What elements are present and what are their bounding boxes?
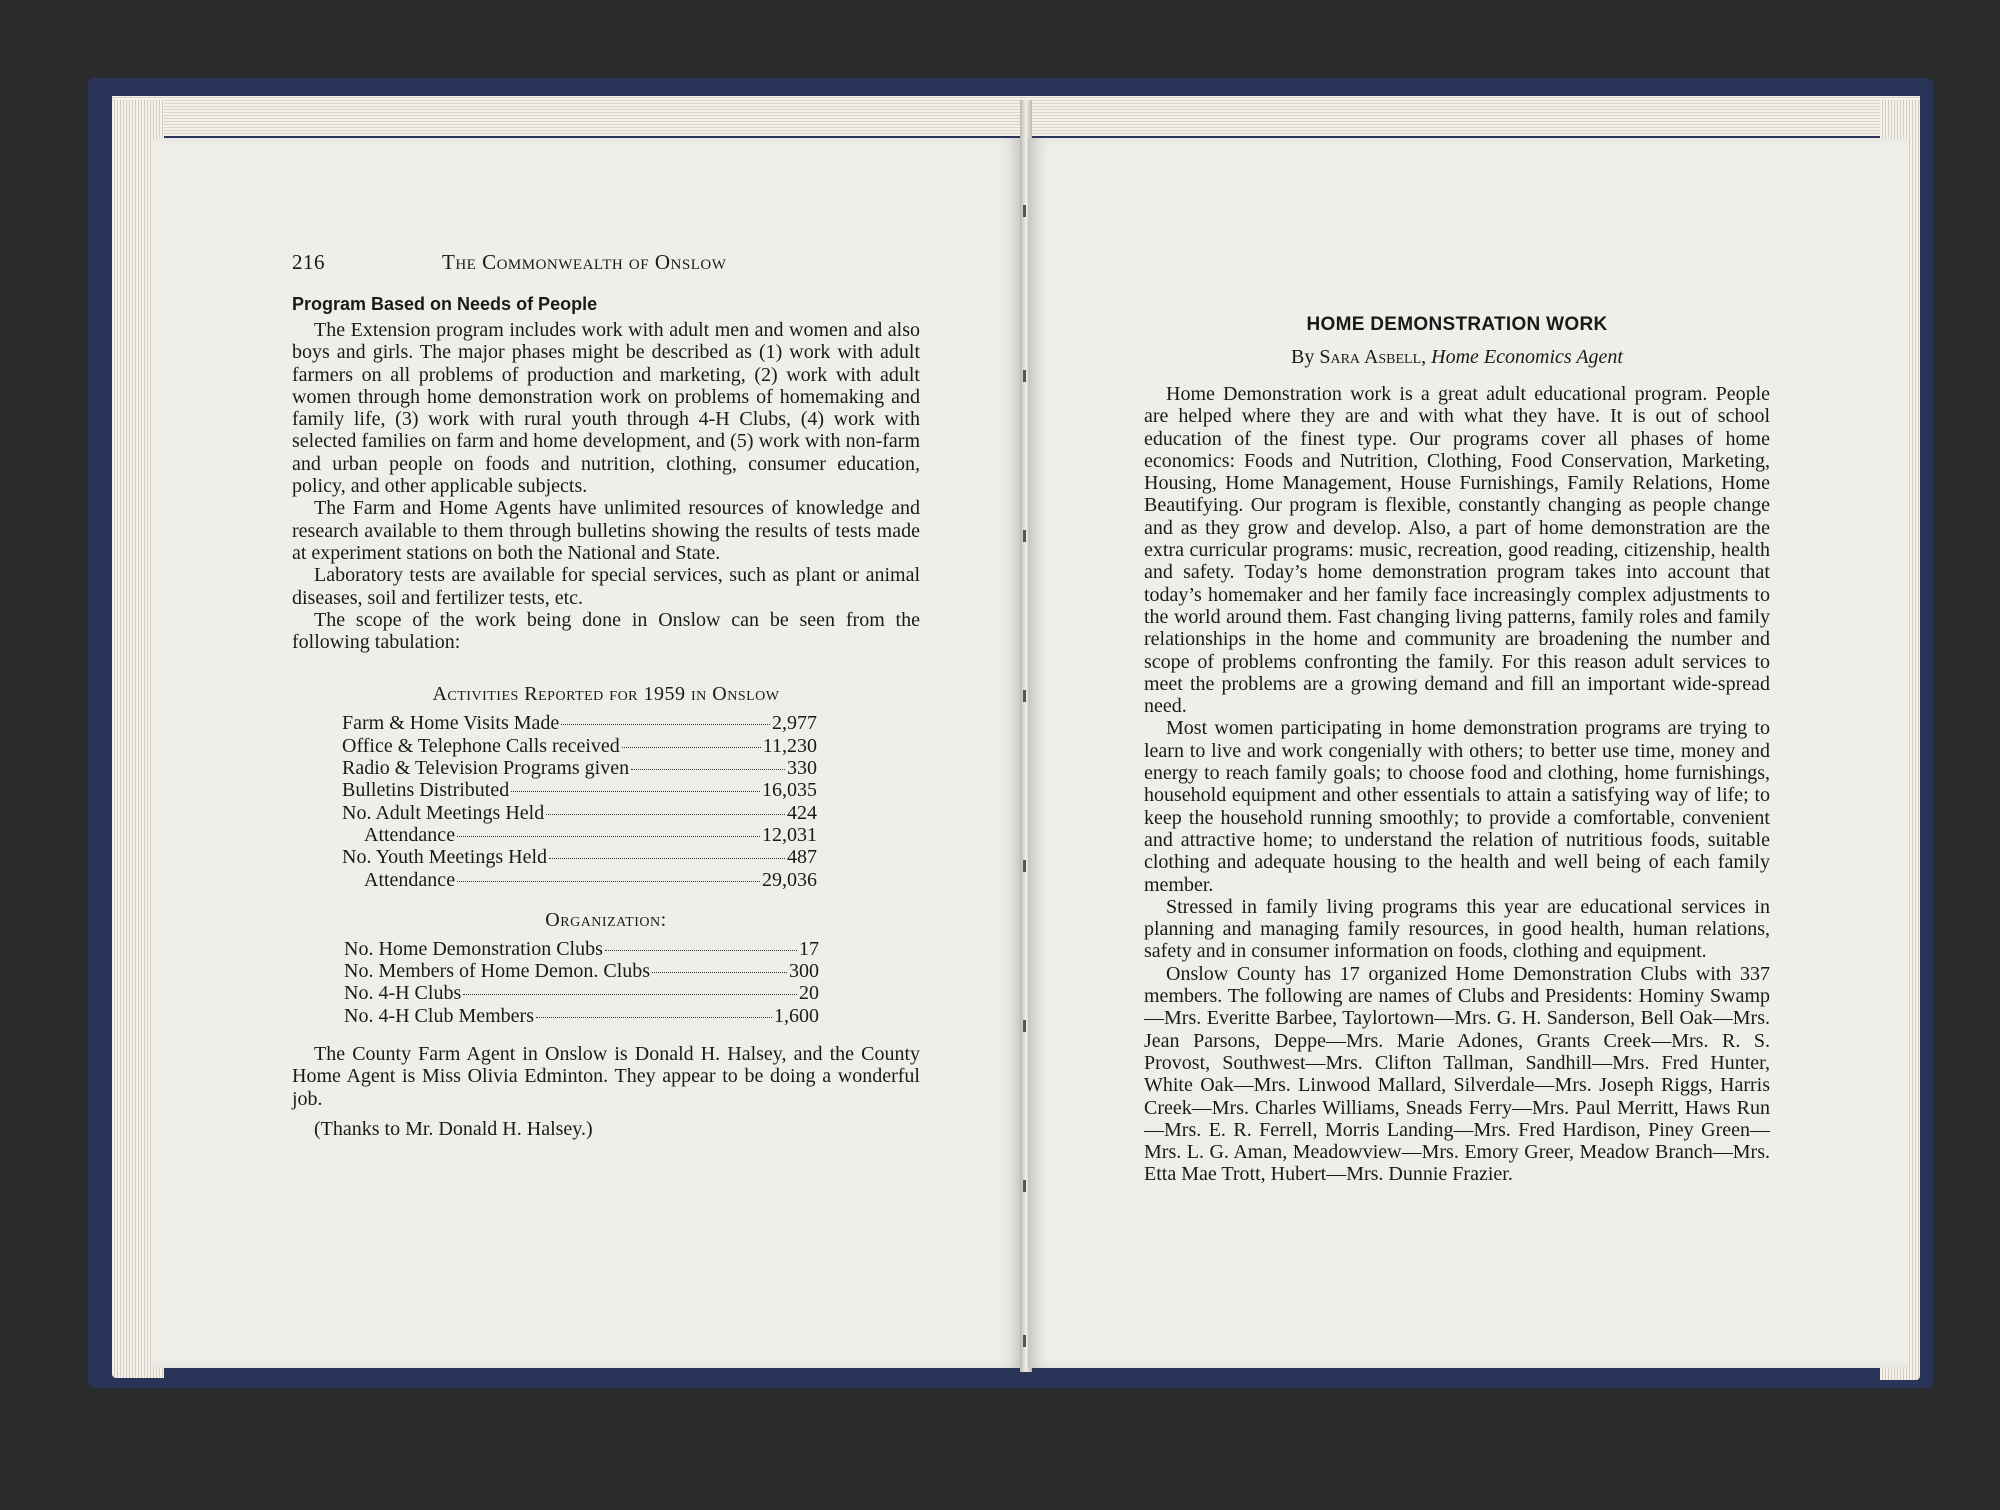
table-row [342, 846, 817, 868]
table-row [342, 757, 817, 779]
row-value: 2,977 [772, 712, 817, 735]
row-label: Bulletins Distributed [342, 779, 510, 802]
row-label: Farm & Home Visits Made [342, 712, 560, 735]
row-value: 11,230 [762, 734, 817, 757]
row-label: No. Youth Meetings Held [342, 846, 548, 869]
paragraph: Most women participating in home demonstration programs are trying to learn to live and work congenially with others; to better use time, money and energy to reach family goals; to choose food and clothing, home furnishings, household equipment and other essentials to attain a satisfying way of life; to keep the household running smoothly; to provide a comfortable, convenient and attractive home; to understand the relation of nutritious foods, suitable clothing and adequate housing to the health and well being of each family member. [1144, 717, 1770, 896]
paragraph: The County Farm Agent in Onslow is Donald H. Halsey, and the County Home Agent is Miss Olivia Edminton. They appear to be doing a wonderful job. [292, 1043, 920, 1110]
row-label: No. Adult Meetings Held [342, 801, 545, 824]
activities-title: Activities Reported for 1959 in Onslow [432, 683, 780, 706]
binding-stitch [1023, 370, 1026, 382]
left-page-text [292, 294, 920, 1140]
row-value: 487 [787, 846, 817, 869]
organization-title: Organization: [545, 908, 667, 931]
row-label: No. 4-H Club Members [344, 1004, 534, 1027]
binding-stitch [1023, 1020, 1026, 1032]
table-row [344, 1005, 819, 1027]
article-title: HOME DEMONSTRATION WORK [1306, 314, 1608, 335]
byline [1144, 346, 1770, 369]
row-label: Office & Telephone Calls received [342, 734, 620, 757]
leader-dots [511, 791, 760, 792]
paragraph: Laboratory tests are available for special services, such as plant or animal diseases, soil and fertilizer tests, etc. [292, 564, 920, 609]
row-label: Attendance [364, 868, 456, 891]
row-label: No. Members of Home Demon. Clubs [344, 960, 651, 983]
binding-stitch [1023, 530, 1026, 542]
row-value: 330 [787, 757, 817, 780]
leader-dots [631, 769, 785, 770]
row-label: Attendance [364, 823, 456, 846]
organization-table [344, 938, 819, 1027]
row-value: 12,031 [762, 823, 817, 846]
table-row [342, 779, 817, 801]
row-label: No. 4-H Clubs [344, 982, 462, 1005]
table-row [342, 869, 817, 891]
row-value: 300 [789, 960, 819, 983]
left-page [152, 138, 1022, 1368]
table-row [344, 938, 819, 960]
activities-table [342, 712, 817, 890]
author-role: Home Economics Agent [1431, 346, 1623, 368]
paragraph: The Farm and Home Agents have unlimited resources of knowledge and research available to them through bulletins showing the results of tests made at experiment stations on both the National and State. [292, 497, 920, 564]
paragraph: (Thanks to Mr. Donald H. Halsey.) [314, 1117, 593, 1140]
table-row [342, 802, 817, 824]
leader-dots [457, 881, 760, 882]
row-value: 20 [799, 982, 819, 1005]
leader-dots [652, 972, 787, 973]
right-page-text [1144, 314, 1770, 1186]
leader-dots [457, 836, 760, 837]
row-label: Radio & Television Programs given [342, 757, 630, 780]
section-heading: Program Based on Needs of People [292, 294, 598, 314]
binding-stitch [1023, 860, 1026, 872]
leader-dots [605, 950, 797, 951]
binding-stitch [1023, 1335, 1026, 1347]
leader-dots [561, 724, 770, 725]
byline-prefix: By [1291, 346, 1315, 368]
leader-dots [546, 814, 785, 815]
table-row [342, 824, 817, 846]
table-row [342, 712, 817, 734]
author-name: Sara Asbell, [1319, 346, 1427, 368]
binding-stitch [1023, 205, 1026, 217]
binding-stitch [1023, 1180, 1026, 1192]
leader-dots [536, 1017, 772, 1018]
row-value: 424 [787, 801, 817, 824]
table-row [344, 960, 819, 982]
row-value: 16,035 [762, 779, 817, 802]
page-number: 216 [292, 250, 325, 274]
row-value: 17 [799, 937, 819, 960]
row-label: No. Home Demonstration Clubs [344, 937, 603, 960]
table-row [342, 735, 817, 757]
page-edges-top [112, 96, 1920, 136]
paragraph: The scope of the work being done in Onslow can be seen from the following tabulation: [292, 608, 920, 654]
table-row [344, 982, 819, 1004]
paragraph: The Extension program includes work with adult men and women and also boys and girls. The major phases might be described as (1) work with adult farmers on all problems of production and marketing, (2) work with adult women through home demonstration work on problems of homemaking and family life, (3) work with rural youth through 4-H Clubs, (4) work with selected families on farm and home development, and (5) work with non-farm and urban people on foods and nutrition, clothing, consumer education, policy, and other applicable subjects. [292, 319, 920, 498]
paragraph: Home Demonstration work is a great adult educational program. People are helped where they are and with what they have. It is out of school education of the finest type. Our programs cover all phases of home economics: Foods and Nutrition, Clothing, Food Conservation, Marketing, Housing, Home Management, House Furnishings, Family Relations, Home Beautifying. Our program is flexible, constantly changing as people change and as they grow and develop. Also, a part of home demonstration are the extra curricular programs: music, recreation, good reading, citizenship, health and safety. Today’s home demonstration program takes into account that today’s homemaker and her family face increasingly complex adjustments to the world around them. Fast changing living patterns, family roles and family relationships in the home and community are broadening the number and scope of problems confronting the family. For this reason adult services to meet the problems are a growing demand and fill an important wide-spread need. [1144, 383, 1770, 718]
row-value: 1,600 [774, 1004, 819, 1027]
leader-dots [549, 858, 785, 859]
leader-dots [463, 994, 797, 995]
binding-stitch [1023, 690, 1026, 702]
right-page [1028, 138, 1908, 1368]
row-value: 29,036 [762, 868, 817, 891]
running-title: The Commonwealth of Onslow [442, 250, 727, 274]
paragraph: Stressed in family living programs this year are educational services in planning and managing family resources, in good health, human relations, safety and in consumer information on foods, clothing and equipment. [1144, 895, 1770, 963]
leader-dots [622, 747, 761, 748]
paragraph: Onslow County has 17 organized Home Demonstration Clubs with 337 members. The following are names of Clubs and Presidents: Hominy Swamp—Mrs. Everitte Barbee, Taylortown—Mrs. G. H. Sanderson, Bell Oak—Mrs. Jean Parsons, Deppe—Mrs. Marie Adones, Grants Creek—Mrs. R. S. Provost, Southwest—Mrs. Clifton Tallman, Sandhill—Mrs. Fred Hunter, White Oak—Mrs. Linwood Mallard, Silverdale—Mrs. Joseph Riggs, Harris Creek—Mrs. Charles Williams, Sneads Ferry—Mrs. Paul Merritt, Haws Run—Mrs. E. R. Ferrell, Morris Landing—Mrs. Fred Hardison, Piney Green—Mrs. L. G. Aman, Meadowview—Mrs. Emory Greer, Meadow Branch—Mrs. Etta Mae Trott, Hubert—Mrs. Dunnie Frazier. [1144, 962, 1770, 1186]
